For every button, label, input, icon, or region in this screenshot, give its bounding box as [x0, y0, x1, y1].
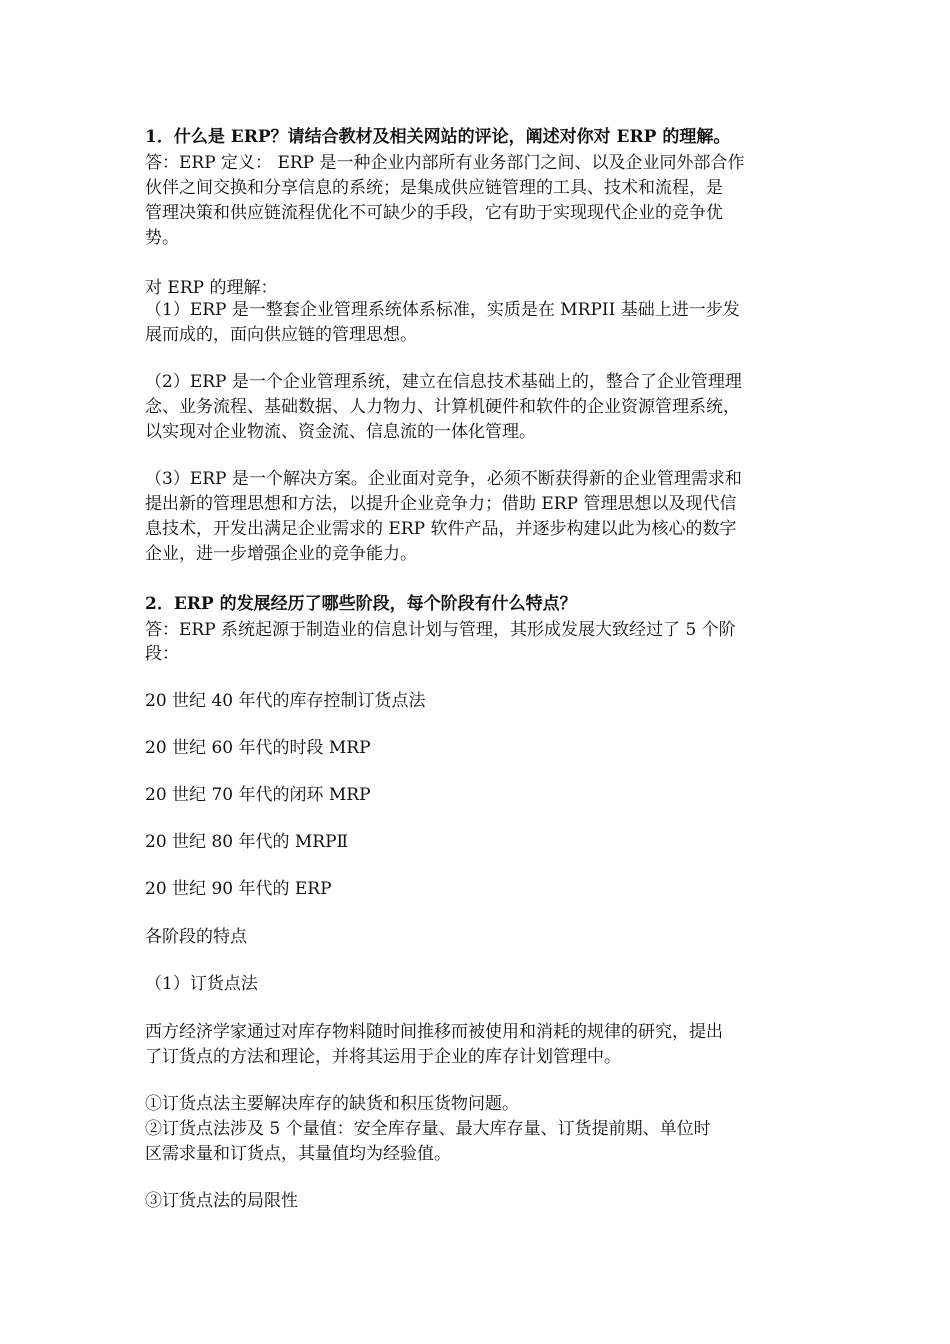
numbered-item-1: ①订货点法主要解决库存的缺货和积压货物问题。 [145, 1094, 519, 1114]
q1-answer-line: 势。 [145, 228, 179, 248]
numbered-item-2: 区需求量和订货点，其量值均为经验值。 [145, 1144, 451, 1164]
reorder-point-paragraph: 西方经济学家通过对库存物料随时间推移而被使用和消耗的规律的研究，提出 [145, 1022, 723, 1042]
numbered-item-2: ②订货点法涉及 5 个量值：安全库存量、最大库存量、订货提前期、单位时 [145, 1119, 711, 1139]
reorder-point-paragraph: 了订货点的方法和理论，并将其运用于企业的库存计划管理中。 [145, 1047, 621, 1067]
understanding-point-2: 以实现对企业物流、资金流、信息流的一体化管理。 [145, 422, 536, 442]
understanding-point-1: （1）ERP 是一整套企业管理系统体系标准，实质是在 MRPII 基础上进一步发 [145, 300, 740, 320]
subsection-heading-reorder-point: （1）订货点法 [145, 974, 258, 994]
understanding-point-3: 提出新的管理思想和方法，以提升企业竞争力；借助 ERP 管理思想以及现代信 [145, 494, 737, 514]
question-1-title: 1．什么是 ERP？请结合教材及相关网站的评论，阐述对你对 ERP 的理解。 [145, 127, 731, 147]
question-2-title: 2．ERP 的发展经历了哪些阶段，每个阶段有什么特点？ [145, 594, 577, 614]
understanding-point-2: 念、业务流程、基础数据、人力物力、计算机硬件和软件的企业资源管理系统， [145, 397, 740, 417]
q1-answer-line: 管理决策和供应链流程优化不可缺少的手段，它有助于实现现代企业的竞争优 [145, 203, 723, 223]
q2-answer-line: 段： [145, 644, 179, 664]
understanding-point-3: 企业，进一步增强企业的竞争能力。 [145, 544, 417, 564]
understanding-point-1: 展而成的，面向供应链的管理思想。 [145, 325, 417, 345]
stage-item: 20 世纪 60 年代的时段 MRP [145, 738, 371, 758]
q1-answer-line: 答：ERP 定义： ERP 是一种企业内部所有业务部门之间、以及企业同外部合作 [145, 153, 745, 173]
stage-item: 20 世纪 40 年代的库存控制订货点法 [145, 691, 426, 711]
understanding-point-3: （3）ERP 是一个解决方案。企业面对竞争，必须不断获得新的企业管理需求和 [145, 469, 742, 489]
features-heading: 各阶段的特点 [145, 927, 247, 947]
stage-item: 20 世纪 70 年代的闭环 MRP [145, 785, 371, 805]
stage-item: 20 世纪 80 年代的 MRPⅡ [145, 832, 349, 852]
understanding-point-2: （2）ERP 是一个企业管理系统，建立在信息技术基础上的，整合了企业管理理 [145, 372, 742, 392]
q2-answer-line: 答：ERP 系统起源于制造业的信息计划与管理，其形成发展大致经过了 5 个阶 [145, 620, 736, 640]
understanding-heading: 对 ERP 的理解： [145, 278, 278, 298]
stage-item: 20 世纪 90 年代的 ERP [145, 879, 332, 899]
numbered-item-3: ③订货点法的局限性 [145, 1191, 298, 1211]
understanding-point-3: 息技术，开发出满足企业需求的 ERP 软件产品，并逐步构建以此为核心的数字 [145, 519, 737, 539]
q1-answer-line: 伙伴之间交换和分享信息的系统；是集成供应链管理的工具、技术和流程，是 [145, 178, 723, 198]
